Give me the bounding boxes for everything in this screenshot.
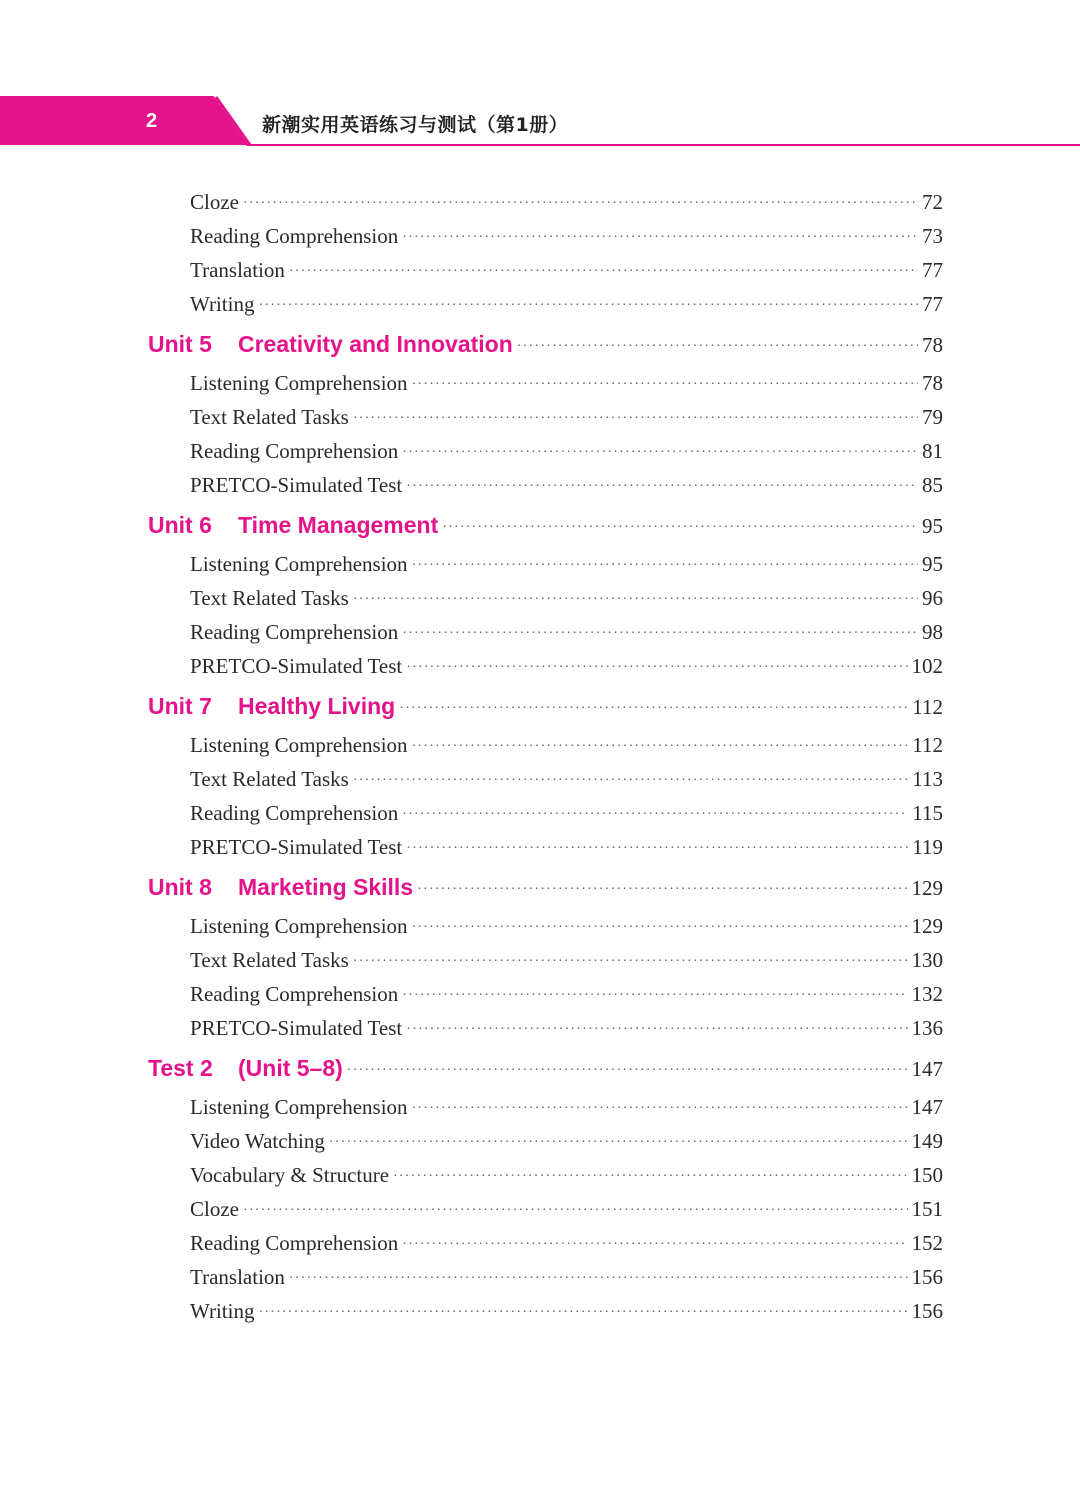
dot-leader — [402, 221, 918, 255]
entry-label: PRETCO-Simulated Test — [190, 835, 403, 859]
dot-leader — [353, 945, 908, 979]
entry-label: Writing — [190, 1299, 255, 1323]
dot-leader — [353, 764, 908, 798]
dot-leader — [406, 832, 908, 866]
page-ref: 95 — [922, 552, 943, 576]
page-ref: 151 — [911, 1197, 943, 1221]
entry-label: Text Related Tasks — [190, 767, 349, 791]
dot-leader — [347, 1054, 908, 1088]
toc-entry-row[interactable] — [190, 977, 943, 1011]
toc-entry-row[interactable] — [190, 909, 943, 943]
toc-entry-row[interactable] — [190, 468, 943, 502]
dot-leader — [412, 911, 908, 945]
toc-entry-row[interactable] — [190, 185, 943, 219]
unit-title: Marketing Skills — [238, 874, 414, 900]
page-ref: 102 — [911, 654, 943, 678]
dot-leader — [353, 402, 918, 436]
page-ref: 112 — [912, 695, 943, 719]
entry-label: Translation — [190, 258, 285, 282]
dot-leader — [353, 583, 918, 617]
toc-entry-row[interactable] — [190, 615, 943, 649]
toc-entry-row[interactable] — [190, 1192, 943, 1226]
entry-label: Vocabulary & Structure — [190, 1163, 390, 1187]
entry-label: PRETCO-Simulated Test — [190, 1016, 403, 1040]
dot-leader — [402, 1228, 907, 1262]
dot-leader — [289, 1262, 908, 1296]
entry-label: Listening Comprehension — [190, 371, 408, 395]
entry-label: Listening Comprehension — [190, 733, 408, 757]
dot-leader — [406, 651, 907, 685]
toc-entry-row[interactable] — [190, 581, 943, 615]
entry-label: Cloze — [190, 190, 239, 214]
entry-label: Reading Comprehension — [190, 982, 399, 1006]
dot-leader — [399, 692, 908, 726]
toc-entry-row[interactable] — [190, 728, 943, 762]
unit-number: Unit 8 — [148, 874, 212, 900]
dot-leader — [402, 798, 908, 832]
page-ref: 130 — [911, 948, 943, 972]
dot-leader — [412, 1092, 908, 1126]
page-number: 2 — [146, 110, 158, 132]
page-ref: 96 — [922, 586, 943, 610]
unit-title: (Unit 5–8) — [238, 1055, 343, 1081]
dot-leader — [402, 617, 918, 651]
toc-entry-row[interactable] — [190, 1011, 943, 1045]
dot-leader — [289, 255, 918, 289]
page-ref: 147 — [911, 1057, 943, 1081]
toc-entry-row[interactable] — [190, 796, 943, 830]
page-ref: 73 — [922, 224, 943, 248]
toc-entry-row[interactable] — [190, 253, 943, 287]
toc-entry-row[interactable] — [190, 649, 943, 683]
page-ref: 136 — [911, 1016, 943, 1040]
entry-label: Listening Comprehension — [190, 1095, 408, 1119]
toc-entry-row[interactable] — [190, 830, 943, 864]
page-ref: 147 — [911, 1095, 943, 1119]
page-ref: 72 — [922, 190, 943, 214]
page-ref: 79 — [922, 405, 943, 429]
entry-label: Text Related Tasks — [190, 948, 349, 972]
toc-entry-row[interactable] — [190, 1294, 943, 1328]
toc-entry-row[interactable] — [190, 1226, 943, 1260]
unit-number: Test 2 — [148, 1055, 213, 1081]
toc-entry-row[interactable] — [190, 1260, 943, 1294]
page-ref: 113 — [912, 767, 943, 791]
page-ref: 95 — [922, 514, 943, 538]
toc-entry-row[interactable] — [190, 1124, 943, 1158]
toc-entry-row[interactable] — [190, 762, 943, 796]
page-ref: 119 — [912, 835, 943, 859]
dot-leader — [243, 187, 918, 221]
dot-leader — [417, 873, 907, 907]
page-ref: 156 — [911, 1265, 943, 1289]
entry-label: Reading Comprehension — [190, 801, 399, 825]
toc-entry-row[interactable] — [190, 1158, 943, 1192]
unit-title: Creativity and Innovation — [238, 331, 513, 357]
unit-number: Unit 6 — [148, 512, 212, 538]
page-ref: 129 — [911, 914, 943, 938]
entry-label: Text Related Tasks — [190, 405, 349, 429]
toc-unit-row[interactable] — [148, 1051, 943, 1085]
page-ref: 132 — [911, 982, 943, 1006]
dot-leader — [402, 436, 918, 470]
page-ref: 81 — [922, 439, 943, 463]
toc-entry-row[interactable] — [190, 366, 943, 400]
page-ref: 98 — [922, 620, 943, 644]
dot-leader — [412, 730, 909, 764]
entry-label: Listening Comprehension — [190, 552, 408, 576]
toc-unit-row[interactable] — [148, 508, 943, 542]
dot-leader — [258, 289, 918, 323]
toc-entry-row[interactable] — [190, 287, 943, 321]
page-ref: 152 — [911, 1231, 943, 1255]
page-ref: 85 — [922, 473, 943, 497]
page-ref: 129 — [911, 876, 943, 900]
page-header — [0, 0, 1080, 160]
page-ref: 149 — [911, 1129, 943, 1153]
entry-label: Writing — [190, 292, 255, 316]
dot-leader — [258, 1296, 907, 1330]
page-ref: 78 — [922, 333, 943, 357]
toc-entry-row[interactable] — [190, 1090, 943, 1124]
dot-leader — [412, 549, 918, 583]
entry-label: PRETCO-Simulated Test — [190, 473, 403, 497]
entry-label: Reading Comprehension — [190, 620, 399, 644]
page-ref: 150 — [911, 1163, 943, 1187]
toc-entry-row[interactable] — [190, 943, 943, 977]
entry-label: Reading Comprehension — [190, 224, 399, 248]
unit-title: Healthy Living — [238, 693, 396, 719]
dot-leader — [406, 1013, 907, 1047]
dot-leader — [406, 470, 918, 504]
dot-leader — [442, 511, 918, 545]
entry-label: PRETCO-Simulated Test — [190, 654, 403, 678]
page-ref: 112 — [912, 733, 943, 757]
toc-entry-row[interactable] — [190, 219, 943, 253]
entry-label: Reading Comprehension — [190, 439, 399, 463]
dot-leader — [243, 1194, 908, 1228]
entry-label: Translation — [190, 1265, 285, 1289]
page-ref: 156 — [911, 1299, 943, 1323]
toc-unit-row[interactable] — [148, 870, 943, 904]
page-ref: 77 — [922, 258, 943, 282]
unit-number: Unit 5 — [148, 331, 212, 357]
entry-label: Video Watching — [190, 1129, 325, 1153]
entry-label: Listening Comprehension — [190, 914, 408, 938]
toc-unit-row[interactable] — [148, 327, 943, 361]
page-ref: 77 — [922, 292, 943, 316]
toc-entry-row[interactable] — [190, 547, 943, 581]
unit-number: Unit 7 — [148, 693, 212, 719]
page-ref: 78 — [922, 371, 943, 395]
dot-leader — [517, 330, 918, 364]
dot-leader — [402, 979, 907, 1013]
dot-leader — [329, 1126, 908, 1160]
entry-label: Reading Comprehension — [190, 1231, 399, 1255]
unit-title: Time Management — [238, 512, 439, 538]
page-ref: 115 — [912, 801, 943, 825]
toc-entry-row[interactable] — [190, 434, 943, 468]
toc-entry-row[interactable] — [190, 400, 943, 434]
toc-unit-row[interactable] — [148, 689, 943, 723]
dot-leader — [393, 1160, 907, 1194]
entry-label: Cloze — [190, 1197, 239, 1221]
dot-leader — [412, 368, 918, 402]
book-title: 新潮实用英语练习与测试（第1册） — [262, 114, 569, 136]
entry-label: Text Related Tasks — [190, 586, 349, 610]
